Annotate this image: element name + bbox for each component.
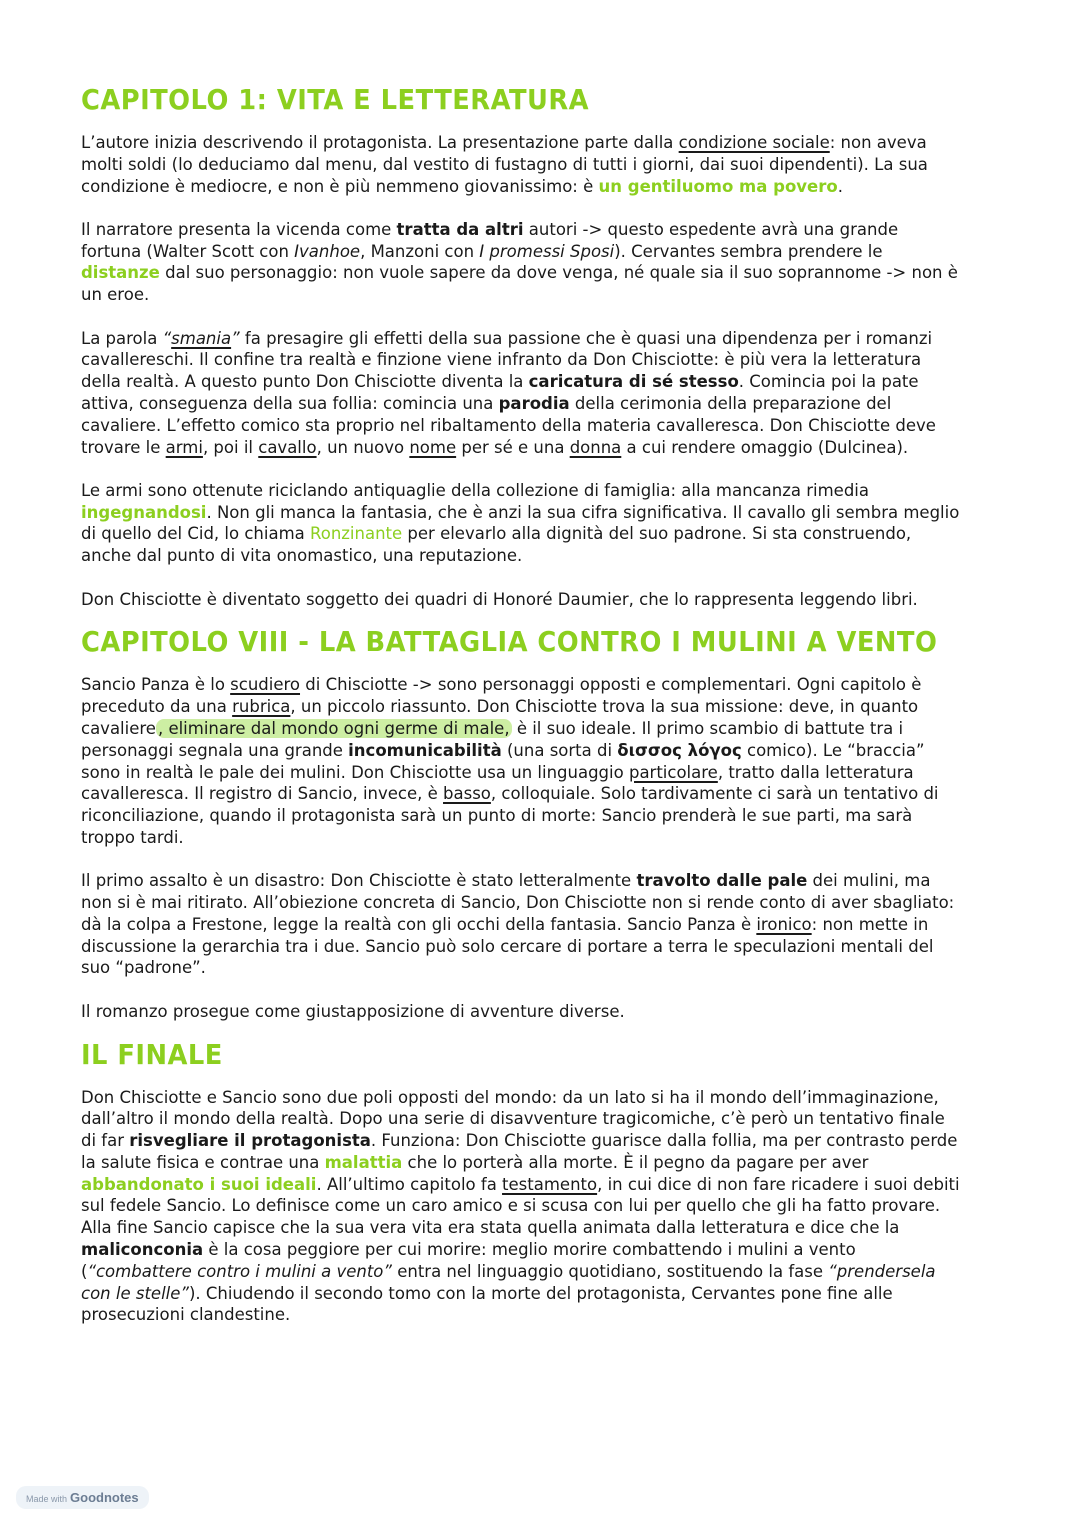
underlined-text: scudiero	[230, 675, 301, 695]
paragraph	[81, 132, 961, 197]
made-with-label: Made with	[26, 1494, 68, 1504]
text-run: ). Cervantes sembra prendere le	[614, 241, 883, 261]
text-run: Il primo assalto è un disastro: Don Chisciotte è stato letteralmente	[81, 871, 637, 891]
text-run: autori -> questo espedente avrà una grande fortuna (Walter Scott con	[81, 219, 899, 261]
text-run: di Chisciotte -> sono personaggi opposti e complementari. Ogni capitolo è preceduto da una	[81, 675, 922, 717]
italic-text: I promessi Sposi	[479, 241, 615, 261]
bold-text: caricatura di sé stesso	[528, 372, 739, 392]
text-run: La parola	[81, 328, 163, 348]
text-run: Sancio Panza è lo	[81, 675, 231, 695]
text-run: : non mette in discussione la gerarchia tra i due. Sancio può solo cercare di portare a terra le speculazioni mentali del suo “padrone”.	[81, 914, 934, 978]
text-run: . All’ultimo capitolo fa	[316, 1174, 503, 1194]
underlined-text: condizione sociale	[678, 133, 830, 152]
italic-text: Ivanhoe	[294, 241, 361, 261]
underlined-text: donna	[569, 437, 622, 457]
underlined-text: basso	[443, 784, 491, 804]
green-emphasis: distanze	[81, 263, 160, 283]
italic-text: “prendersela con le stelle”	[81, 1261, 936, 1303]
underlined-text: cavallo	[258, 437, 317, 457]
text-run: : non aveva molti soldi (lo deduciamo dal menu, dal vestito di fustagno di tutti i giorni, dai suoi dipendenti). La sua condizione è mediocre, e non è più nemmeno giovanissimo: è	[81, 133, 928, 196]
paragraph	[81, 480, 961, 567]
text-run: a cui rendere omaggio (Dulcinea).	[621, 437, 909, 457]
text-run: della cerimonia della preparazione del cavaliere. L’effetto comico sta proprio nel ribaltamento della materia cavalleresca. Don Chisciotte deve trovare le	[81, 393, 936, 457]
text-run: ). Chiudendo il secondo tomo con la morte del protagonista, Cervantes pone fine alle prosecuzioni clandestine.	[81, 1283, 893, 1325]
bold-greek-text: δισσος λόγος	[617, 740, 742, 760]
text-run: , tratto dalla letteratura cavalleresca. Il registro di Sancio, invece, è	[81, 762, 914, 804]
underlined-text: rubrica	[232, 697, 291, 717]
text-run: entra nel linguaggio quotidiano, sostituendo la fase	[391, 1261, 829, 1281]
text-run: Le armi sono ottenute riciclando antiquaglie della collezione di famiglia: alla mancanza rimedia	[81, 480, 869, 500]
brand-label: Goodnotes	[70, 1490, 139, 1505]
text-run: , colloquiale. Solo tardivamente ci sarà un tentativo di riconciliazione, quando il protagonista sarà un punto di morte: Sancio prenderà le sue parti, ma sarà troppo tardi.	[81, 784, 939, 847]
text-run: . Funziona: Don Chisciotte guarisce dalla follia, ma per contrasto perde la salute fisica e contrae una	[81, 1131, 958, 1172]
paragraph: Il romanzo prosegue come giustapposizione di avventure diverse.	[81, 1001, 625, 1021]
bold-text: maliconconia	[81, 1240, 204, 1260]
text-run: .	[837, 176, 843, 196]
text-run: dal suo personaggio: non vuole sapere da dove venga, né quale sia il suo soprannome -> non è un eroe.	[81, 263, 958, 305]
text-run: dei mulini, ma non si è mai ritirato. All’obiezione concreta di Sancio, Don Chisciotte non si rende conto di aver sbagliato: dà la colpa a Frestone, legge la realtà con gli occhi della fantasia. Sancio Panza è	[81, 871, 955, 934]
underlined-text: particolare	[628, 762, 718, 782]
bold-text: parodia	[498, 393, 570, 413]
text-run: comico). Le “braccia” sono in realtà le pale dei mulini. Don Chisciotte usa un linguaggio	[81, 740, 925, 782]
section-title-chapter-1: CAPITOLO 1: VITA E LETTERATURA	[81, 83, 590, 116]
green-text: Ronzinante	[310, 524, 403, 544]
text-run: L’autore inizia descrivendo il protagonista. La presentazione parte dalla	[81, 133, 679, 152]
paragraph	[81, 674, 961, 848]
text-run: . Non gli manca la fantasia, che è anzi la sua cifra significativa. Il cavallo gli sembra meglio di quello del Cid, lo chiama	[81, 502, 960, 544]
green-emphasis: abbandonato i suoi ideali	[81, 1174, 317, 1194]
paragraph	[81, 219, 961, 306]
text-run: per sé e una	[456, 437, 570, 457]
text-run: Don Chisciotte e Sancio sono due poli opposti del mondo: da un lato si ha il mondo dell’immaginazione, dall’altro il mondo della realtà. Dopo una serie di disavventure tragicomiche, c’è però un tentativo finale di far	[81, 1087, 945, 1151]
highlighted-text: , eliminare dal mondo ogni germe di male,	[157, 718, 510, 738]
italic-text: “combattere contro i mulini a vento”	[87, 1261, 392, 1281]
bold-text: risvegliare il protagonista	[129, 1131, 371, 1151]
goodnotes-badge	[16, 1486, 149, 1509]
green-emphasis: ingegnandosi	[81, 502, 207, 522]
quote-mark: ”	[231, 328, 240, 348]
text-run: fa presagire gli effetti della sua passione che è quasi una dipendenza per i romanzi cavallereschi. Il confine tra realtà e finzione viene infranto da Don Chisciotte: è più vera la letteratura della realtà. A questo punto Don Chisciotte diventa la	[81, 328, 933, 392]
text-run: , poi il	[202, 437, 259, 457]
bold-text: tratta da altri	[396, 219, 524, 239]
underlined-text: armi	[165, 437, 203, 457]
quote-mark: “	[162, 328, 172, 348]
bold-text: travolto dalle pale	[636, 871, 808, 891]
text-run: che lo porterà alla morte. È il pegno da pagare per aver	[402, 1152, 869, 1172]
underlined-italic-text: smania	[171, 328, 232, 348]
green-emphasis: malattia	[324, 1152, 403, 1172]
section-title-chapter-8: CAPITOLO VIII - LA BATTAGLIA CONTRO I MULINI A VENTO	[81, 625, 938, 659]
underlined-text: testamento	[502, 1174, 598, 1194]
text-run: è il suo ideale. Il primo scambio di battute tra i personaggi segnala una grande	[81, 718, 904, 760]
text-run: , Manzoni con	[360, 241, 480, 261]
paragraph	[81, 870, 961, 979]
text-run: . Comincia poi la pate attiva, conseguenza della sua follia: comincia una	[81, 372, 919, 413]
text-run: Il narratore presenta la vicenda come	[81, 219, 397, 239]
underlined-text: nome	[409, 437, 457, 457]
paragraph	[81, 328, 961, 459]
document-page	[81, 82, 961, 1348]
text-run: , in cui dice di non fare ricadere i suoi debiti sul fedele Sancio. Lo definisce come un caro amico e si scusa con lui per quello che gli ha fatto provare. Alla fine Sancio capisce che la sua vera vita era stata quella animata dalla letteratura e dice che la	[81, 1174, 960, 1238]
underlined-text: ironico	[756, 914, 812, 934]
text-run: (una sorta di	[501, 740, 618, 760]
green-emphasis: un gentiluomo ma povero	[598, 176, 838, 196]
paragraph: Don Chisciotte è diventato soggetto dei quadri di Honoré Daumier, che lo rappresenta leggendo libri.	[81, 589, 918, 609]
text-run: , un piccolo riassunto. Don Chisciotte trova la sua missione: deve, in quanto cavaliere	[81, 697, 919, 738]
text-run: , un nuovo	[316, 437, 410, 457]
text-run: per elevarlo alla dignità del suo padrone. Si sta construendo, anche dal punto di vita onomastico, una reputazione.	[81, 524, 912, 566]
paragraph	[81, 1087, 961, 1327]
bold-text: incomunicabilità	[348, 740, 502, 760]
section-title-finale: IL FINALE	[81, 1037, 223, 1071]
text-run: è la cosa peggiore per cui morire: meglio morire combattendo i mulini a vento (	[81, 1240, 856, 1281]
